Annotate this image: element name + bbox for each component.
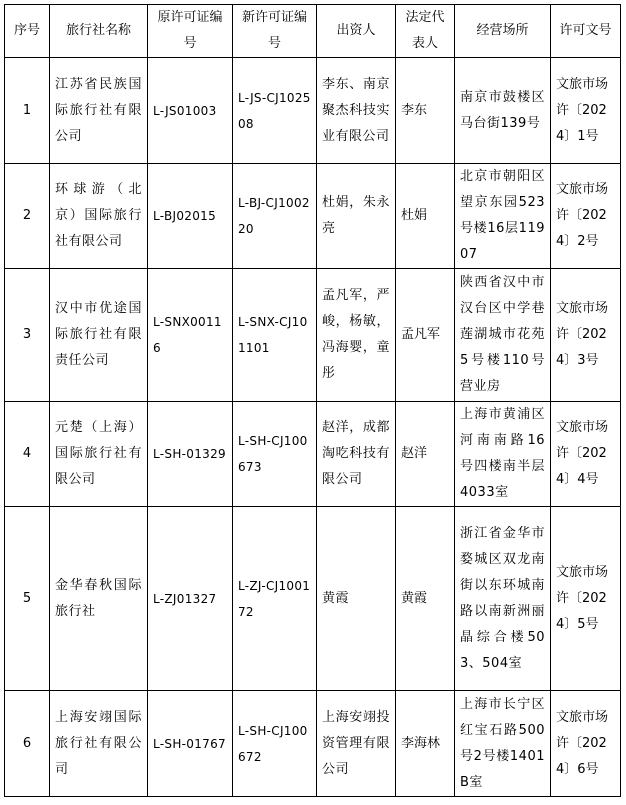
cell-name: 元楚（上海）国际旅行社有限公司 — [50, 402, 148, 507]
cell-seq: 5 — [5, 507, 50, 691]
cell-seq: 6 — [5, 691, 50, 797]
cell-name: 金华春秋国际旅行社 — [50, 507, 148, 691]
cell-new-license: L-ZJ-CJ100172 — [233, 507, 317, 691]
cell-investor: 李东、南京聚杰科技实业有限公司 — [317, 58, 396, 164]
cell-seq: 2 — [5, 164, 50, 269]
table-row — [5, 691, 621, 797]
cell-new-license: L-SH-CJ100673 — [233, 402, 317, 507]
header-old-license: 原许可证编号 — [148, 5, 233, 58]
cell-address: 浙江省金华市婺城区双龙南街以东环城南路以南新洲丽晶综合楼503、504室 — [455, 507, 551, 691]
cell-old-license: L-BJ02015 — [148, 164, 233, 269]
cell-permit-doc: 文旅市场许〔2024〕3号 — [551, 269, 621, 402]
header-address: 经营场所 — [455, 5, 551, 58]
table-row — [5, 269, 621, 402]
header-row — [5, 5, 621, 58]
table-body — [5, 58, 621, 797]
cell-investor: 孟凡军，严峻，杨敏，冯海婴，童彤 — [317, 269, 396, 402]
cell-seq: 3 — [5, 269, 50, 402]
cell-new-license: L-BJ-CJ100220 — [233, 164, 317, 269]
cell-new-license: L-SH-CJ100672 — [233, 691, 317, 797]
cell-new-license: L-SNX-CJ101101 — [233, 269, 317, 402]
cell-legal-rep: 孟凡军 — [396, 269, 455, 402]
cell-investor: 黄霞 — [317, 507, 396, 691]
cell-permit-doc: 文旅市场许〔2024〕4号 — [551, 402, 621, 507]
header-investor: 出资人 — [317, 5, 396, 58]
header-name: 旅行社名称 — [50, 5, 148, 58]
header-legal-rep: 法定代表人 — [396, 5, 455, 58]
header-seq: 序号 — [5, 5, 50, 58]
cell-name: 上海安翊国际旅行社有限公司 — [50, 691, 148, 797]
cell-seq: 1 — [5, 58, 50, 164]
cell-legal-rep: 黄霞 — [396, 507, 455, 691]
cell-seq: 4 — [5, 402, 50, 507]
cell-investor: 赵洋，成都淘吃科技有限公司 — [317, 402, 396, 507]
cell-investor: 上海安翊投资管理有限公司 — [317, 691, 396, 797]
travel-agency-license-table — [4, 4, 621, 797]
cell-legal-rep: 李海林 — [396, 691, 455, 797]
cell-permit-doc: 文旅市场许〔2024〕5号 — [551, 507, 621, 691]
cell-old-license: L-SH-01767 — [148, 691, 233, 797]
cell-legal-rep: 杜娟 — [396, 164, 455, 269]
cell-new-license: L-JS-CJ102508 — [233, 58, 317, 164]
cell-old-license: L-ZJ01327 — [148, 507, 233, 691]
table-row — [5, 402, 621, 507]
cell-address: 陕西省汉中市汉台区中学巷莲湖城市花苑5号楼110号营业房 — [455, 269, 551, 402]
cell-address: 上海市黄浦区河南南路16号四楼南半层4033室 — [455, 402, 551, 507]
header-new-license: 新许可证编号 — [233, 5, 317, 58]
cell-permit-doc: 文旅市场许〔2024〕2号 — [551, 164, 621, 269]
cell-permit-doc: 文旅市场许〔2024〕1号 — [551, 58, 621, 164]
cell-legal-rep: 赵洋 — [396, 402, 455, 507]
cell-name: 汉中市优途国际旅行社有限责任公司 — [50, 269, 148, 402]
cell-name: 环球游（北京）国际旅行社有限公司 — [50, 164, 148, 269]
table-row — [5, 164, 621, 269]
cell-permit-doc: 文旅市场许〔2024〕6号 — [551, 691, 621, 797]
cell-old-license: L-JS01003 — [148, 58, 233, 164]
cell-old-license: L-SNX00116 — [148, 269, 233, 402]
cell-address: 上海市长宁区红宝石路500号2号楼1401B室 — [455, 691, 551, 797]
cell-address: 北京市朝阳区望京东园523号楼16层11907 — [455, 164, 551, 269]
table-header — [5, 5, 621, 58]
cell-name: 江苏省民族国际旅行社有限公司 — [50, 58, 148, 164]
cell-investor: 杜娟，朱永亮 — [317, 164, 396, 269]
cell-old-license: L-SH-01329 — [148, 402, 233, 507]
table-row — [5, 507, 621, 691]
header-permit-doc: 许可文号 — [551, 5, 621, 58]
table-row — [5, 58, 621, 164]
cell-legal-rep: 李东 — [396, 58, 455, 164]
cell-address: 南京市鼓楼区马台街139号 — [455, 58, 551, 164]
